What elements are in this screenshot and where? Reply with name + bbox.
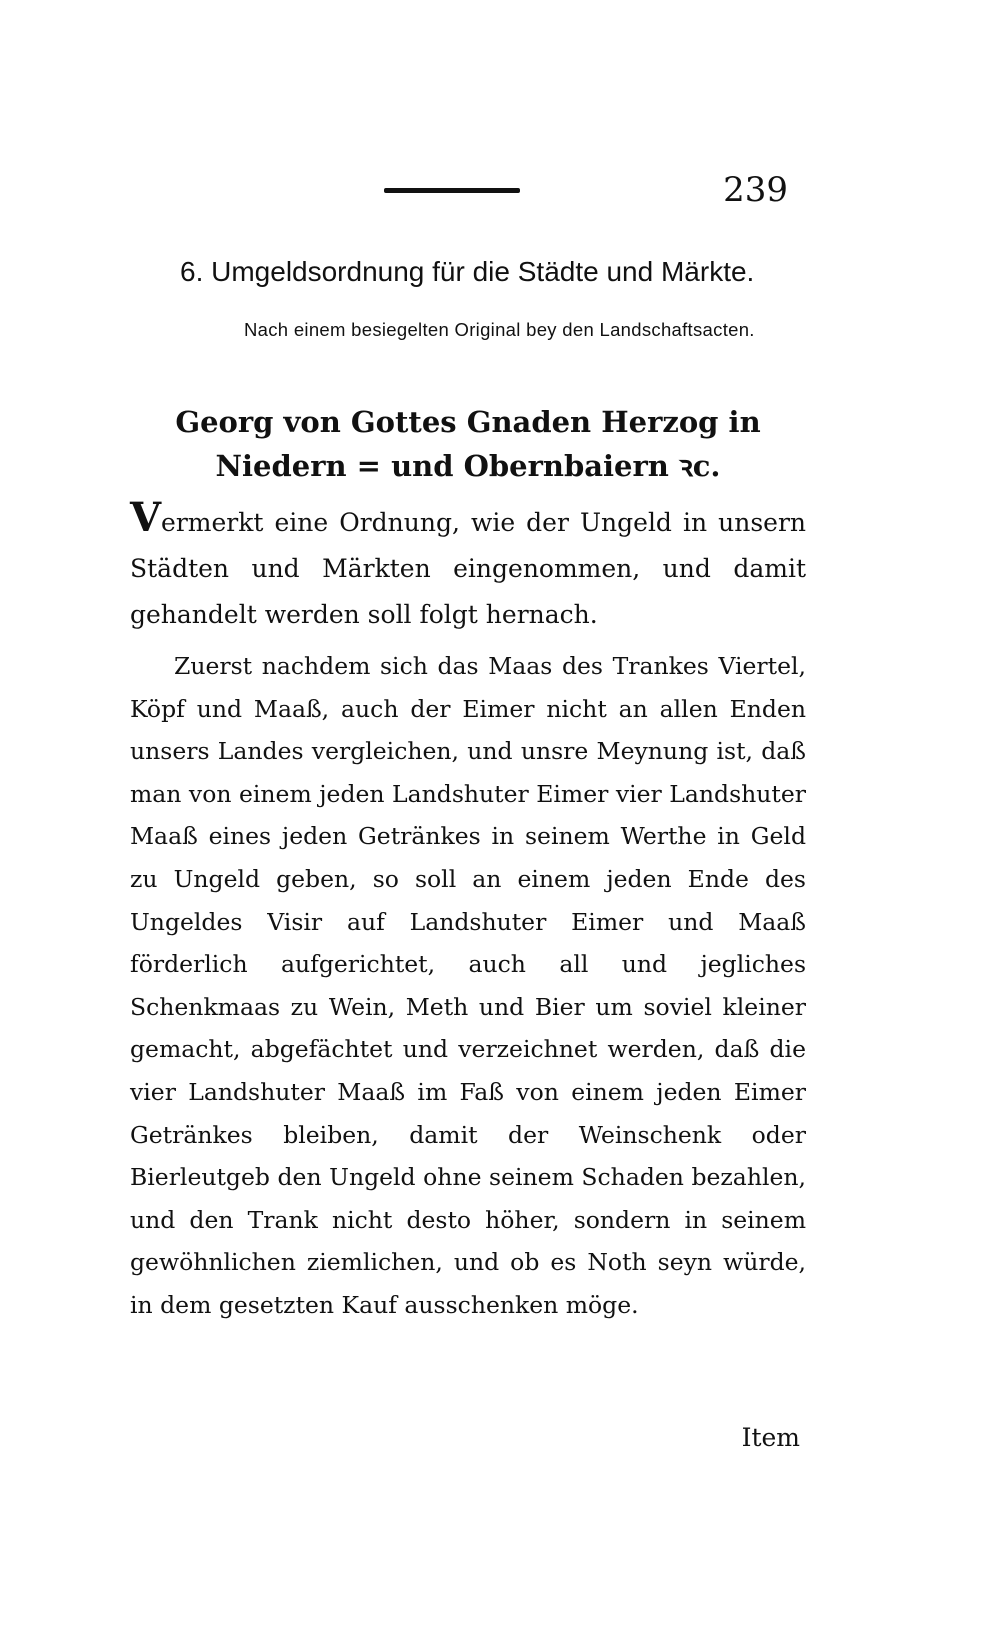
- source-note: Nach einem besiegelten Original bey den Landschaftsacten.: [244, 319, 755, 340]
- intro-text: ermerkt eine Ordnung, wie der Ungeld in unsern Städten und Märkten eingenommen, und damit gehandelt werden soll folgt hernach.: [130, 508, 806, 629]
- decree-title: Georg von Gottes Gnaden Herzog in Niedern = und Obernbaiern ꝛc.: [175, 405, 761, 483]
- catchword: Item: [741, 1423, 800, 1452]
- drop-cap: V: [130, 494, 162, 541]
- page-number: 239: [723, 170, 788, 210]
- intro-paragraph: [130, 494, 806, 638]
- body-paragraph: Zuerst nachdem sich das Maas des Trankes Viertel, Köpf und Maaß, auch der Eimer nicht an allen Enden unsers Landes vergleichen, und unsre Meynung ist, daß man von einem jeden Landshuter Eimer vier Landshuter Maaß eines jeden Getränkes in seinem Werthe in Geld zu Ungeld geben, so soll an einem jeden Ende des Ungeldes Visir auf Landshuter Eimer und Maaß förderlich aufgerichtet, auch all und jegliches Schenkmaas zu Wein, Meth und Bier um soviel kleiner gemacht, abgefächtet und verzeichnet werden, daß die vier Landshuter Maaß im Faß von einem jeden Eimer Getränkes bleiben, damit der Weinschenk oder Bierleutgeb den Ungeld ohne seinem Schaden bezahlen, und den Trank nicht desto höher, sondern in seinem gewöhnlichen ziemlichen, und ob es Noth seyn würde, in dem gesetzten Kauf ausschenken möge.: [130, 652, 806, 1319]
- section-heading: 6. Umgeldsordnung für die Städte und Märkte.: [180, 256, 755, 287]
- header-rule: [384, 188, 520, 193]
